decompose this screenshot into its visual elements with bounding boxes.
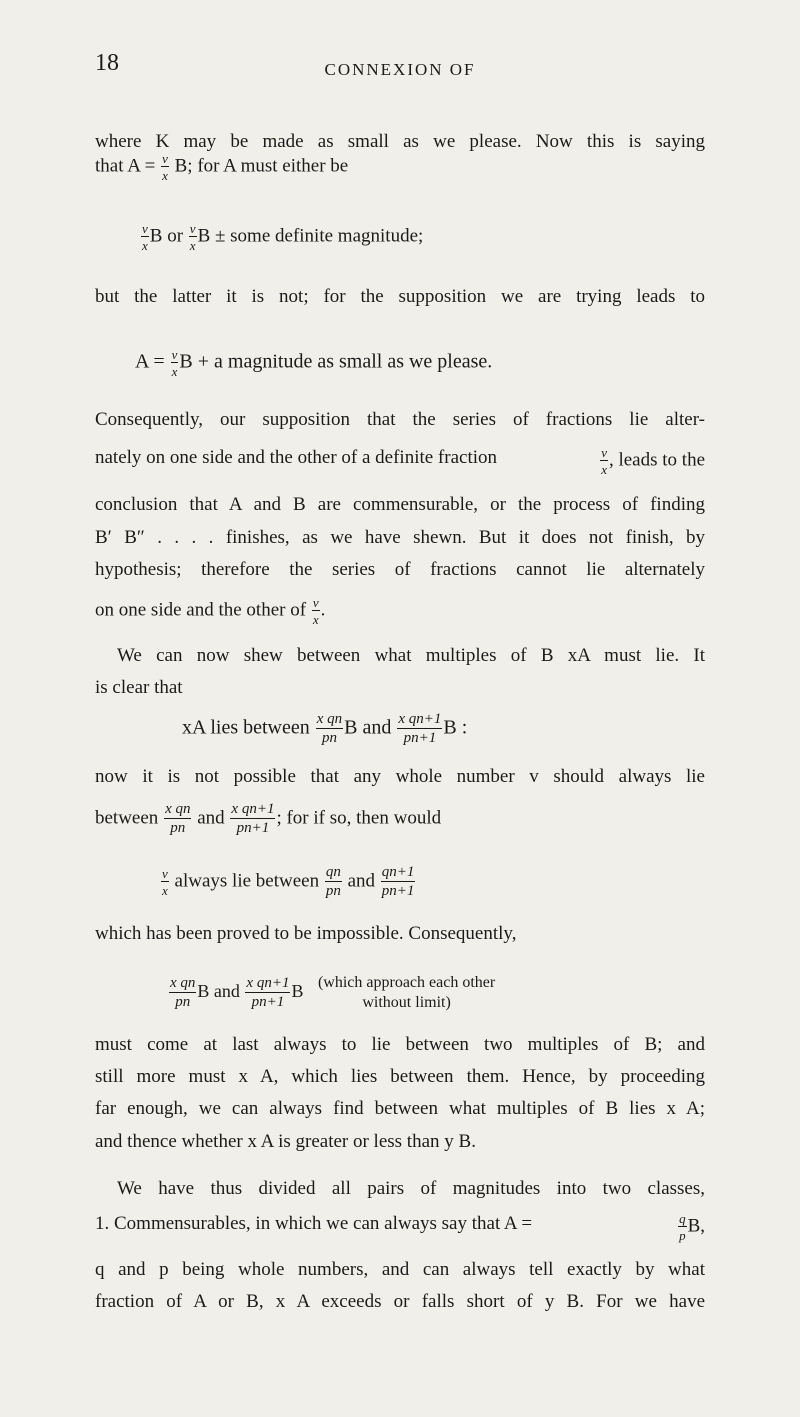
fraction-num: x qn+1 <box>398 711 442 727</box>
text-line: is clear that <box>95 677 183 698</box>
text-line: and thence whether x A is greater or less than y B. <box>95 1131 476 1152</box>
text-span: B or <box>149 225 184 247</box>
fraction-num: v <box>162 151 168 166</box>
text-line <box>95 1212 705 1242</box>
fraction <box>164 802 191 836</box>
text-span: always lie between <box>174 870 320 892</box>
text-line <box>95 802 705 836</box>
text-span: that A = <box>95 155 156 177</box>
text-span: (which approach each other <box>317 974 496 991</box>
fraction-num: qn+1 <box>381 864 415 880</box>
fraction-den: pn+1 <box>381 883 415 899</box>
fraction-den: pn <box>321 730 337 746</box>
text-span: B and <box>344 716 392 739</box>
text-span: . <box>320 599 326 621</box>
text-span: B <box>291 981 304 1002</box>
text-line <box>95 596 705 626</box>
fraction <box>312 596 320 626</box>
text-line <box>95 446 705 476</box>
text-span: , leads to the <box>608 449 705 471</box>
text-line: B′ B″ . . . . finishes, as we have shewn. But it does not finish, by <box>95 527 705 548</box>
text-span: ; for if so, then would <box>276 807 442 829</box>
fraction-den: x <box>162 883 168 898</box>
text-line: but the latter it is not; for the supposition we are trying leads to <box>95 286 705 307</box>
text-span: 1. Commensurables, in which we can always say that A = <box>95 1213 533 1234</box>
fraction <box>230 802 275 836</box>
text-line: far enough, we can always find between what multiples of B lies x A; <box>95 1098 705 1119</box>
fraction-num: v <box>162 866 168 881</box>
fraction-den: pn <box>325 883 341 899</box>
text-line: conclusion that A and B are commensurable, or the process of finding <box>95 494 705 515</box>
page-number: 18 <box>95 50 119 76</box>
text-span: B : <box>443 716 468 739</box>
text-line <box>95 922 685 946</box>
fraction-den: pn+1 <box>403 730 437 746</box>
text-span: B + a magnitude as small as we please. <box>179 350 493 373</box>
text-span: between <box>95 807 159 829</box>
text-line: hypothesis; therefore the series of fractions cannot lie alternately <box>95 559 705 580</box>
equation-5 <box>168 973 778 1013</box>
fraction-num: qn <box>325 864 341 880</box>
equation-2 <box>135 348 745 378</box>
text-span: B; for A must either be <box>174 155 349 177</box>
text-line: still more must x A, which lies between them. Hence, by proceeding <box>95 1066 705 1087</box>
fraction-den: pn <box>175 994 191 1010</box>
fraction-den: x <box>142 238 148 253</box>
fraction-num: q <box>679 1211 686 1226</box>
fraction-num: v <box>171 347 178 362</box>
fraction <box>141 222 149 252</box>
text-line: We can now shew between what multiples of B xA must lie. It <box>117 645 705 666</box>
text-line: now it is not possible that any whole number v should always lie <box>95 766 705 787</box>
text-span: on one side and the other of <box>95 599 307 621</box>
text-span: without limit) <box>362 994 451 1011</box>
fraction-num: x qn <box>170 975 196 991</box>
equation-3 <box>182 712 792 746</box>
fraction-den: p <box>679 1228 686 1243</box>
fraction <box>171 348 179 378</box>
fraction-den: pn+1 <box>251 994 285 1010</box>
fraction-num: x qn+1 <box>246 975 290 991</box>
fraction <box>325 865 342 899</box>
text-span: B, <box>687 1215 705 1237</box>
fraction <box>397 712 442 746</box>
fraction-den: x <box>162 168 168 183</box>
text-span: A = <box>135 350 165 373</box>
text-span: B and <box>197 981 240 1002</box>
fraction-num: v <box>142 221 148 236</box>
fraction-num: x qn <box>165 801 191 817</box>
fraction <box>600 446 608 476</box>
text-span: B ± some definite magnitude; <box>197 225 424 247</box>
running-title: CONNEXION OF <box>324 60 476 79</box>
text-span: xA lies between <box>182 716 310 739</box>
fraction-den: pn <box>170 820 186 836</box>
text-line: where K may be made as small as we please. Now this is saying <box>95 131 705 152</box>
text-line: Consequently, our supposition that the series of fractions lie alter- <box>95 409 705 430</box>
equation-1 <box>140 222 750 252</box>
text-line: must come at last always to lie between two multiples of B; and <box>95 1034 705 1055</box>
parenthetical <box>318 973 495 1013</box>
fraction-num: v <box>312 595 319 610</box>
fraction-num: v <box>601 445 607 460</box>
fraction <box>678 1212 687 1242</box>
fraction-den: x <box>312 612 319 627</box>
text-span: and <box>347 870 376 892</box>
text-line: fraction of A or B, x A exceeds or falls short of y B. For we have <box>95 1291 705 1312</box>
text-span: nately on one side and the other of a definite fraction <box>95 447 498 468</box>
equation-4 <box>160 865 770 899</box>
fraction-num: x qn <box>316 711 343 727</box>
text-line <box>95 152 705 182</box>
text-span: and <box>197 807 225 829</box>
fraction-den: x <box>189 238 196 253</box>
text-line: q and p being whole numbers, and can always tell exactly by what <box>95 1259 705 1280</box>
fraction <box>161 867 169 897</box>
fraction-den: pn+1 <box>236 820 270 836</box>
fraction-den: x <box>601 462 607 477</box>
fraction-den: x <box>171 364 178 379</box>
text-span: which has been proved to be impossible. Consequently, <box>95 923 517 944</box>
fraction <box>245 976 290 1010</box>
fraction <box>169 976 196 1010</box>
fraction <box>316 712 343 746</box>
fraction <box>161 152 169 182</box>
fraction-num: v <box>189 221 196 236</box>
fraction <box>381 865 416 899</box>
fraction-num: x qn+1 <box>231 801 275 817</box>
fraction <box>189 222 197 252</box>
text-line: We have thus divided all pairs of magnitudes into two classes, <box>117 1178 705 1199</box>
